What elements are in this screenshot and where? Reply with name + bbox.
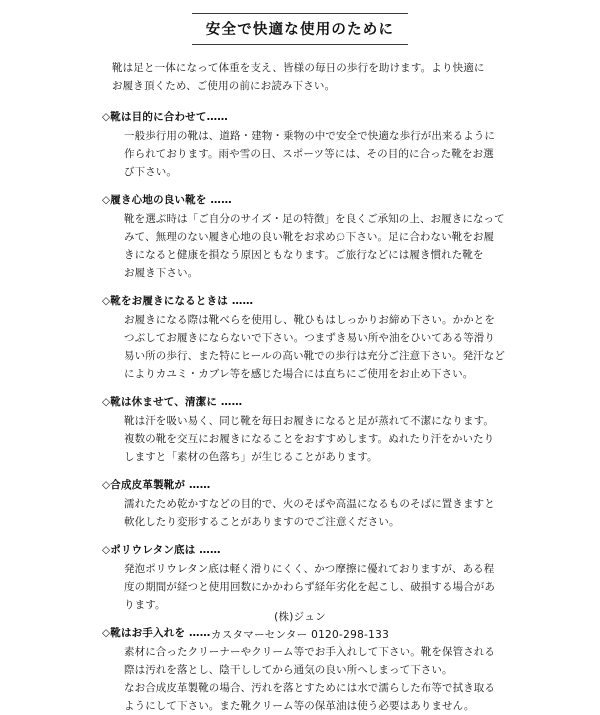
customer-center-contact: カスタマーセンター 0120-298-133 xyxy=(210,629,390,642)
section-synthetic-leather xyxy=(102,477,540,531)
section-line: 素材に合ったクリーナーやクリーム等でお手入れして下さい。靴を保管される xyxy=(124,645,495,658)
section-line: つぶしてお履きにならないで下さい。つまずき易い所や油をひいてある等滑り xyxy=(124,331,495,344)
section-body xyxy=(112,412,540,466)
section-line: び下さい。 xyxy=(124,165,177,178)
section-line: 際は汚れを落とし、陰干ししてから通気の良い所へしまって下さい。 xyxy=(124,663,453,676)
intro-line-1: 靴は足と一体になって体重を支え、皆様の毎日の歩行を助けます。より快適に xyxy=(112,62,485,74)
section-heading: ◇合成皮革製靴が …… xyxy=(102,478,211,491)
section-heading: ◇ポリウレタン底は …… xyxy=(102,543,221,556)
section-heading: ◇履き心地の良い靴を …… xyxy=(102,194,232,207)
section-line: 靴を選ぶ時は「ご自分のサイズ・足の特徴」を良くご承知の上、お履きになって xyxy=(124,212,505,225)
intro-paragraph xyxy=(112,59,540,95)
section-line: なお合成皮革製靴の場合、汚れを落とすためには水で濡らした布等で拭き取る xyxy=(124,681,495,694)
section-line: 易い所の歩行、また特にヒールの高い靴での歩行は充分ご注意下さい。発汗など xyxy=(124,349,505,362)
section-line: しますと「素材の色落ち」が生じることがあります。 xyxy=(124,450,378,463)
section-line: によりカユミ・カブレ等を感じた場合には直ちにご使用をお止め下さい。 xyxy=(124,367,474,380)
section-line: 複数の靴を交互にお履きになることをおすすめします。ぬれたり汗をかいたり xyxy=(124,432,495,445)
company-name: (株)ジュン xyxy=(274,611,326,624)
section-line: 作られております。雨や雪の日、スポーツ等には、その目的に合った靴をお選 xyxy=(124,147,494,160)
section-line: 一般歩行用の靴は、道路・建物・乗物の中で安全で快適な歩行が出来るように xyxy=(124,129,495,142)
section-body xyxy=(112,210,540,282)
section-heading: ◇靴は休ませて、清潔に …… xyxy=(102,396,243,408)
section-line: ります。 xyxy=(124,598,166,611)
section-line: ようにして下さい。また靴クリーム等の保革油は使う必要はありません。 xyxy=(124,699,475,712)
section-body xyxy=(112,127,540,181)
section-purpose xyxy=(102,109,540,181)
section-body xyxy=(112,643,540,715)
section-body xyxy=(112,560,540,614)
section-comfort xyxy=(102,192,540,282)
section-line: お履きになる際は靴べらを使用し、靴ひもはしっかりお締め下さい。かかとを xyxy=(124,313,495,326)
page-title: 安全で快適な使用のために xyxy=(192,13,408,45)
section-body xyxy=(112,495,540,531)
section-line: 発泡ポリウレタン底は軽く滑りにくく、かつ摩擦に優れておりますが、ある程 xyxy=(124,562,495,575)
footer xyxy=(0,609,600,645)
section-heading: ◇靴は目的に合わせて…… xyxy=(102,111,228,124)
section-line: 靴は汗を吸い易く、同じ靴を毎日お履きになると足が蒸れて不潔になります。 xyxy=(124,414,494,427)
section-line: きになると健康を損なう原因ともなります。ご旅行などには履き慣れた靴を xyxy=(124,248,484,261)
section-heading: ◇靴をお履きになるときは …… xyxy=(102,295,254,308)
section-heading: ◇靴はお手入れを …… xyxy=(102,626,211,639)
section-line: 濡れたため乾かすなどの目的で、火のそばや高温になるものそばに置きますと xyxy=(124,497,495,510)
section-line: 度の期間が経つと使用回数にかかわらず経年劣化を起こし、破損する場合があ xyxy=(124,580,495,593)
title-container xyxy=(0,13,600,45)
section-body xyxy=(112,311,540,383)
section-line: 軟化したり変形することがありますのでご注意ください。 xyxy=(124,515,400,528)
section-line: お履き下さい。 xyxy=(124,266,199,279)
section-rest-clean xyxy=(102,394,540,466)
section-wearing xyxy=(102,293,540,383)
section-line: みて、無理のない履き心地の良い靴をお求め়下さい。足に合わない靴をお履 xyxy=(124,230,495,243)
section-polyurethane-sole xyxy=(102,542,540,614)
intro-line-2: お履き頂くため、ご使用の前にお読み下さい。 xyxy=(112,80,336,93)
document-page xyxy=(0,13,600,712)
